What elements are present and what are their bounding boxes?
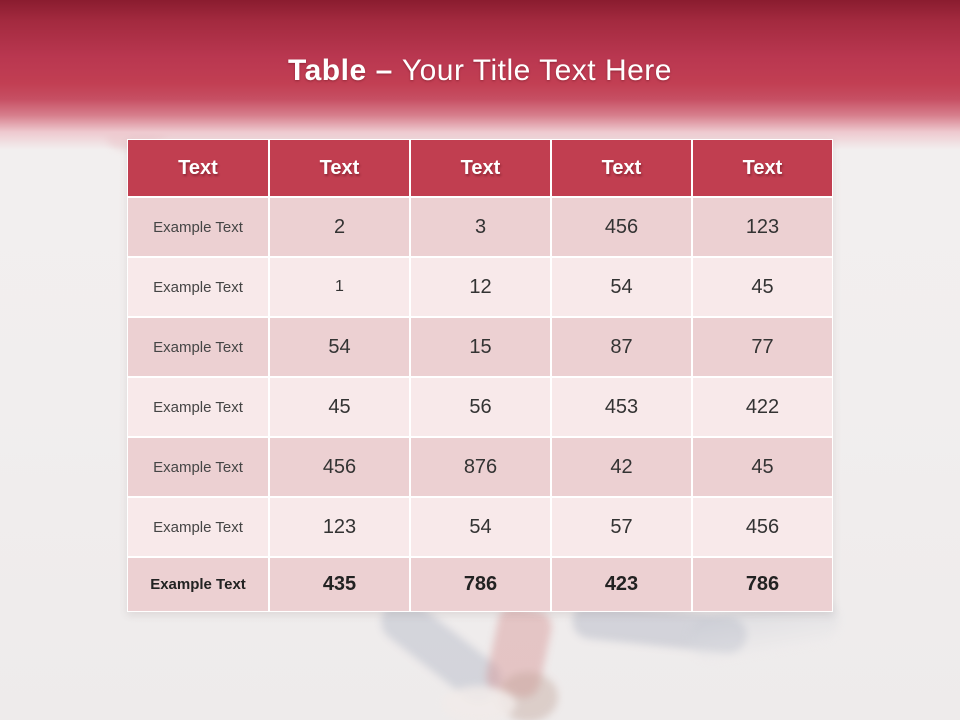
table-cell: 3 [411,198,550,256]
slide-title [0,0,960,88]
table-cell: 456 [270,438,409,496]
table-cell: 57 [552,498,691,556]
column-header: Text [128,140,268,196]
title-keyword: Table [288,54,367,87]
table-cell: 56 [411,378,550,436]
table-cell: 456 [693,498,832,556]
table-cell: 876 [411,438,550,496]
table-cell: 77 [693,318,832,376]
row-label: Example Text [128,378,268,436]
table-cell: 123 [693,198,832,256]
table-cell: 45 [693,438,832,496]
row-label: Example Text [128,318,268,376]
title-dash: – [375,54,393,87]
row-label: Example Text [128,258,268,316]
table-cell: 123 [270,498,409,556]
row-label: Example Text [128,438,268,496]
data-table [127,139,833,612]
table-cell: 1 [270,258,409,316]
table-cell: 45 [270,378,409,436]
column-header: Text [693,140,832,196]
table-cell: 786 [411,558,550,611]
row-label: Example Text [128,198,268,256]
table-cell: 786 [693,558,832,611]
table-cell: 422 [693,378,832,436]
column-header: Text [270,140,409,196]
table-cell: 453 [552,378,691,436]
table-cell: 2 [270,198,409,256]
column-header: Text [411,140,550,196]
table-cell: 15 [411,318,550,376]
table-cell: 435 [270,558,409,611]
row-label: Example Text [128,558,268,611]
table-cell: 12 [411,258,550,316]
dancer-cuff-shape [442,686,516,720]
table-cell: 87 [552,318,691,376]
table-cell: 54 [270,318,409,376]
table-cell: 45 [693,258,832,316]
table-cell: 54 [552,258,691,316]
table-cell: 42 [552,438,691,496]
title-rest: Your Title Text Here [401,54,672,87]
column-header: Text [552,140,691,196]
table-cell: 456 [552,198,691,256]
title-banner [0,0,960,150]
row-label: Example Text [128,498,268,556]
table-cell: 423 [552,558,691,611]
table-cell: 54 [411,498,550,556]
